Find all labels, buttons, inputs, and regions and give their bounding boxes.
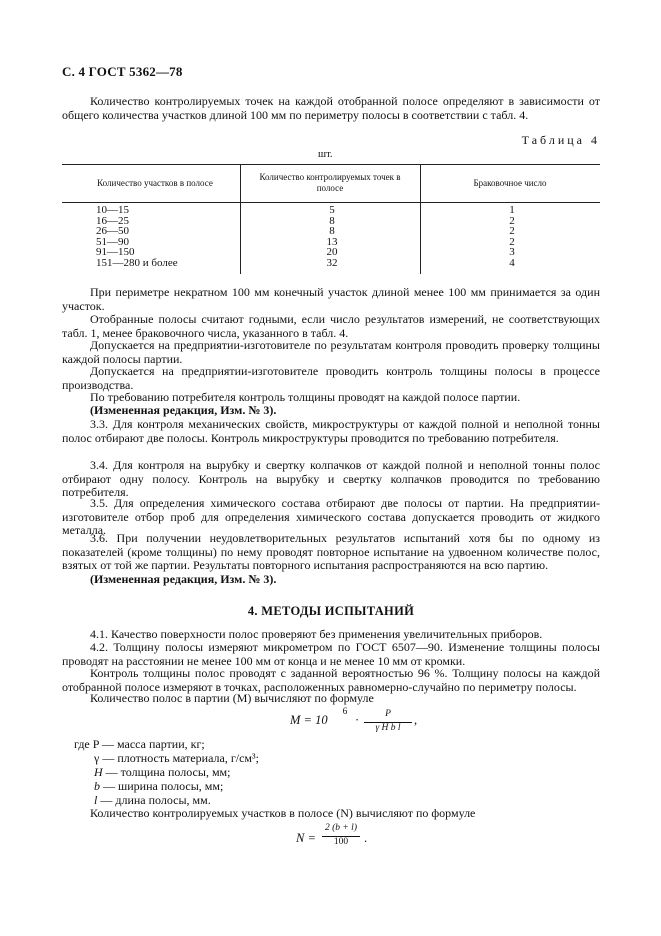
- table-header-reject: Браковочное число: [473, 178, 547, 188]
- definition-symbol: γ: [94, 751, 100, 765]
- table-cell: 4: [509, 257, 515, 269]
- table-header-sections: Количество участков в полосе: [97, 178, 213, 188]
- clause-3-5: 3.5. Для определения химического состава отбирают две полосы от партии. На предприятии-изготовителе отбор проб для определения химического состава допускается проводить от жидкого металла.: [62, 496, 600, 537]
- revision-note: (Измененная редакция, Изм. № 3).: [90, 403, 277, 417]
- table-cell: 2: [509, 214, 515, 227]
- definition-row: [94, 780, 223, 794]
- clause-4-2: 4.2. Толщину полосы измеряют микрометром по ГОСТ 6507—90. Изменение толщины полосы проводят на расстоянии не менее 100 мм от конца и не менее 10 мм от кромки.: [62, 640, 600, 668]
- table-cell: 51—90: [96, 235, 129, 248]
- definition-row: [94, 766, 230, 780]
- table-row: [62, 258, 600, 269]
- table-cell: 1: [509, 204, 515, 216]
- page-header: С. 4 ГОСТ 5362—78: [62, 64, 183, 79]
- table-cell: 3: [509, 246, 515, 259]
- table-cell: 26—50: [96, 225, 129, 238]
- table-cell: 13: [326, 235, 338, 248]
- intro-paragraph: Количество контролируемых точек на каждой отобранной полосе определяют в зависимости от общего количества участков длиной 100 мм по периметру полосы в соответствии с табл. 4.: [62, 94, 600, 122]
- clause-3-6: 3.6. При получении неудовлетворительных результатов испытаний хотя бы по одному из показателей (кроме толщины) по нему проводят повторное испытание на удвоенном количестве полос, взятых от той же партии. Результаты повторного испытания распространяются на всю партию.: [62, 531, 600, 572]
- table-divider-2: [420, 164, 421, 202]
- definition-symbol: H: [94, 765, 103, 779]
- formula-m-exponent: 6: [342, 707, 348, 717]
- formula-n-denominator: 100: [333, 837, 349, 847]
- clause-4-1: 4.1. Качество поверхности полос проверяют без применения увеличительных приборов.: [90, 627, 543, 641]
- formula-m-numerator: P: [385, 709, 391, 719]
- section-title: 4. МЕТОДЫ ИСПЫТАНИЙ: [247, 604, 415, 618]
- table-cell: 8: [329, 214, 335, 227]
- formula-m-dot: ·: [355, 713, 360, 727]
- table-cell: 20: [326, 246, 338, 259]
- definition-text: — масса партии, кг;: [101, 737, 205, 751]
- definition-symbol: где P: [74, 737, 99, 751]
- table-header-rule: [62, 202, 600, 203]
- paragraph-formula-m-intro: Количество полос в партии (M) вычисляют по формуле: [90, 691, 374, 705]
- paragraph-accepted: Отобранные полосы считают годными, если число результатов измерений, не соответствующих табл. 1, менее браковочного числа, указанного в табл. 4.: [62, 312, 600, 340]
- formula-m-lhs: M = 10: [290, 713, 328, 727]
- clause-3-4: 3.4. Для контроля на вырубку и свертку колпачков от каждой полной и неполной тонны полос отбирают одну полосу. Контроль на вырубку и свертку колпачков проводится по требованию потребителя.: [62, 458, 600, 499]
- table-cell: 2: [509, 225, 515, 238]
- paragraph-consumer: По требованию потребителя контроль толщины проводят на каждой полосе партии.: [90, 390, 521, 404]
- formula-m-tail: ,: [414, 713, 418, 727]
- table-cell: 2: [509, 235, 515, 248]
- definition-row: [94, 752, 259, 766]
- table-unit: шт.: [318, 149, 333, 160]
- table-caption: Таблица 4: [521, 133, 600, 147]
- paragraph-perimeter: При периметре некратном 100 мм конечный участок длиной менее 100 мм принимается за один участок.: [62, 285, 600, 313]
- definition-symbol: l: [94, 793, 98, 807]
- definition-row: [74, 738, 205, 752]
- table-cell: 10—15: [96, 204, 129, 216]
- table-cell: 91—150: [96, 246, 135, 259]
- paragraph-formula-n-intro: Количество контролируемых участков в полосе (N) вычисляют по формуле: [90, 806, 476, 820]
- revision-note: (Измененная редакция, Изм. № 3).: [90, 572, 277, 586]
- formula-n-tail: .: [364, 831, 368, 845]
- definition-text: — плотность материала, г/см³;: [102, 751, 259, 765]
- paragraph-probability: Контроль толщины полос проводят с заданной вероятностью 96 %. Толщину полосы на каждой отобранной полосе измеряют в точках, расположенных равномерно-случайно по периметру полосы.: [62, 666, 600, 694]
- paragraph-process-control: Допускается на предприятии-изготовителе проводить контроль толщины полосы в процессе производства.: [62, 364, 600, 392]
- definition-symbol: b: [94, 779, 100, 793]
- formula-n-lhs: N =: [296, 831, 316, 845]
- paragraph-thickness-check: Допускается на предприятии-изготовителе по результатам контроля проводить проверку толщины каждой полосы партии.: [62, 338, 600, 366]
- table-cell: 8: [329, 225, 335, 238]
- table-top-rule: [62, 164, 600, 165]
- table-cell: 5: [329, 204, 335, 216]
- table-divider-1: [240, 164, 241, 202]
- formula-m-denominator: γ H b l: [375, 723, 401, 733]
- definition-text: — ширина полосы, мм;: [103, 779, 224, 793]
- formula-n-numerator: 2 (b + l): [324, 823, 357, 833]
- table-cell: 151—280 и более: [96, 257, 178, 269]
- definition-text: — толщина полосы, мм;: [105, 765, 231, 779]
- table-header-points: Количество контролируемых точек в полосе: [259, 172, 401, 193]
- table-row: [62, 205, 600, 216]
- table-cell: 32: [326, 257, 338, 269]
- definition-text: — длина полосы, мм.: [100, 793, 211, 807]
- table-cell: 16—25: [96, 214, 129, 227]
- clause-3-3: 3.3. Для контроля механических свойств, микроструктуры от каждой полной и неполной тонны полос отбирают две полосы. Контроль микроструктуры проводится по требованию потребителя.: [62, 417, 600, 445]
